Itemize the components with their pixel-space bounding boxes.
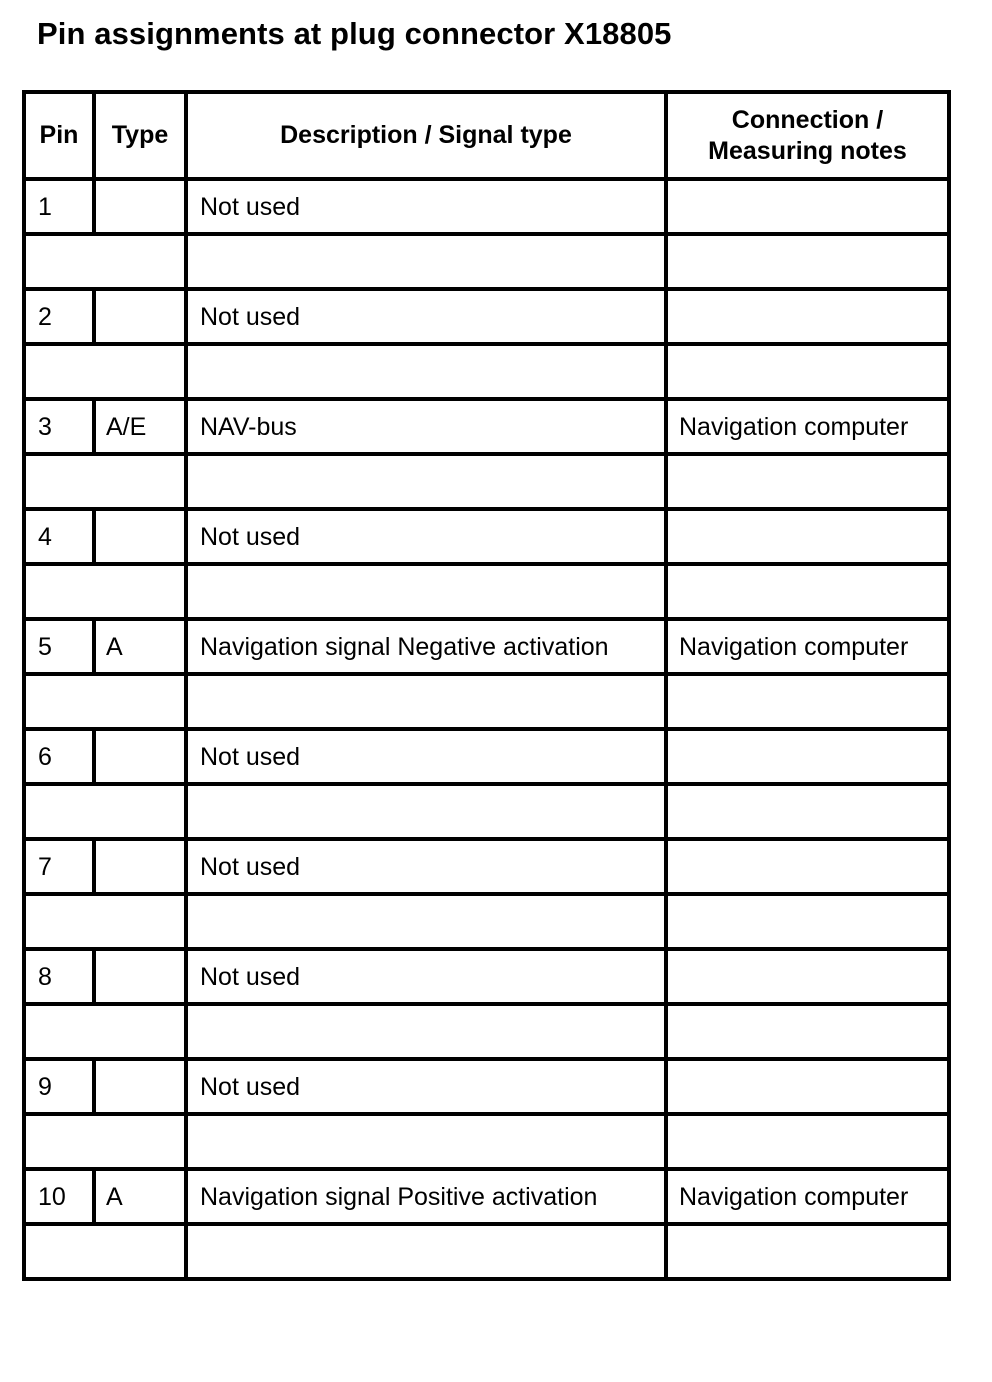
cell-connection bbox=[666, 949, 949, 1004]
table-spacer-row bbox=[24, 894, 949, 949]
cell-pin: 10 bbox=[24, 1169, 94, 1224]
spacer-cell-description bbox=[186, 564, 666, 619]
cell-pin: 3 bbox=[24, 399, 94, 454]
cell-description: Navigation signal Positive activation bbox=[186, 1169, 666, 1224]
table-row bbox=[24, 839, 949, 894]
cell-pin: 9 bbox=[24, 1059, 94, 1114]
cell-type: A/E bbox=[94, 399, 186, 454]
cell-type bbox=[94, 1059, 186, 1114]
table-row bbox=[24, 289, 949, 344]
table-row bbox=[24, 619, 949, 674]
spacer-cell-description bbox=[186, 784, 666, 839]
header-pin: Pin bbox=[24, 92, 94, 179]
cell-description: Not used bbox=[186, 949, 666, 1004]
table-row bbox=[24, 949, 949, 1004]
spacer-cell-pin-type bbox=[24, 674, 186, 729]
spacer-cell-pin-type bbox=[24, 1114, 186, 1169]
cell-connection bbox=[666, 1059, 949, 1114]
table-row bbox=[24, 729, 949, 784]
spacer-cell-description bbox=[186, 1114, 666, 1169]
cell-description: Not used bbox=[186, 729, 666, 784]
cell-pin: 2 bbox=[24, 289, 94, 344]
table-spacer-row bbox=[24, 564, 949, 619]
spacer-cell-connection bbox=[666, 674, 949, 729]
cell-type bbox=[94, 289, 186, 344]
table-row bbox=[24, 1169, 949, 1224]
cell-connection: Navigation computer bbox=[666, 619, 949, 674]
spacer-cell-pin-type bbox=[24, 344, 186, 399]
cell-type: A bbox=[94, 1169, 186, 1224]
spacer-cell-pin-type bbox=[24, 784, 186, 839]
header-connection-line-2: Measuring notes bbox=[708, 136, 907, 165]
spacer-cell-pin-type bbox=[24, 454, 186, 509]
table-spacer-row bbox=[24, 784, 949, 839]
pin-assignment-table bbox=[22, 90, 951, 1281]
cell-type bbox=[94, 839, 186, 894]
cell-pin: 7 bbox=[24, 839, 94, 894]
cell-connection bbox=[666, 289, 949, 344]
cell-description: Not used bbox=[186, 1059, 666, 1114]
cell-type bbox=[94, 949, 186, 1004]
page-title: Pin assignments at plug connector X18805 bbox=[37, 16, 672, 51]
table-row bbox=[24, 509, 949, 564]
cell-connection bbox=[666, 509, 949, 564]
spacer-cell-connection bbox=[666, 1224, 949, 1279]
spacer-cell-connection bbox=[666, 1114, 949, 1169]
header-description: Description / Signal type bbox=[186, 92, 666, 179]
cell-description: Not used bbox=[186, 839, 666, 894]
spacer-cell-description bbox=[186, 344, 666, 399]
cell-description: Not used bbox=[186, 509, 666, 564]
spacer-cell-pin-type bbox=[24, 1224, 186, 1279]
cell-pin: 1 bbox=[24, 179, 94, 234]
spacer-cell-pin-type bbox=[24, 1004, 186, 1059]
cell-connection bbox=[666, 839, 949, 894]
table-row bbox=[24, 1059, 949, 1114]
cell-pin: 8 bbox=[24, 949, 94, 1004]
cell-connection bbox=[666, 179, 949, 234]
table-spacer-row bbox=[24, 1114, 949, 1169]
spacer-cell-description bbox=[186, 674, 666, 729]
spacer-cell-description bbox=[186, 894, 666, 949]
spacer-cell-connection bbox=[666, 1004, 949, 1059]
cell-pin: 6 bbox=[24, 729, 94, 784]
cell-connection bbox=[666, 729, 949, 784]
spacer-cell-description bbox=[186, 234, 666, 289]
table-spacer-row bbox=[24, 234, 949, 289]
cell-type bbox=[94, 179, 186, 234]
spacer-cell-description bbox=[186, 1224, 666, 1279]
cell-connection: Navigation computer bbox=[666, 1169, 949, 1224]
cell-description: Not used bbox=[186, 289, 666, 344]
header-connection bbox=[666, 92, 949, 179]
spacer-cell-pin-type bbox=[24, 894, 186, 949]
spacer-cell-description bbox=[186, 1004, 666, 1059]
table-spacer-row bbox=[24, 1224, 949, 1279]
table-spacer-row bbox=[24, 1004, 949, 1059]
cell-type bbox=[94, 509, 186, 564]
cell-connection: Navigation computer bbox=[666, 399, 949, 454]
cell-type bbox=[94, 729, 186, 784]
table-row bbox=[24, 399, 949, 454]
header-type: Type bbox=[94, 92, 186, 179]
spacer-cell-connection bbox=[666, 564, 949, 619]
spacer-cell-connection bbox=[666, 234, 949, 289]
spacer-cell-connection bbox=[666, 894, 949, 949]
table-body bbox=[24, 179, 949, 1279]
spacer-cell-pin-type bbox=[24, 234, 186, 289]
cell-type: A bbox=[94, 619, 186, 674]
spacer-cell-connection bbox=[666, 344, 949, 399]
spacer-cell-connection bbox=[666, 454, 949, 509]
spacer-cell-description bbox=[186, 454, 666, 509]
spacer-cell-connection bbox=[666, 784, 949, 839]
header-connection-line-1: Connection / bbox=[731, 105, 884, 134]
cell-pin: 4 bbox=[24, 509, 94, 564]
table-row bbox=[24, 179, 949, 234]
table-spacer-row bbox=[24, 674, 949, 729]
cell-description: NAV-bus bbox=[186, 399, 666, 454]
table-spacer-row bbox=[24, 344, 949, 399]
cell-description: Not used bbox=[186, 179, 666, 234]
spacer-cell-pin-type bbox=[24, 564, 186, 619]
cell-pin: 5 bbox=[24, 619, 94, 674]
table-spacer-row bbox=[24, 454, 949, 509]
cell-description: Navigation signal Negative activation bbox=[186, 619, 666, 674]
table-header-row bbox=[24, 92, 949, 179]
